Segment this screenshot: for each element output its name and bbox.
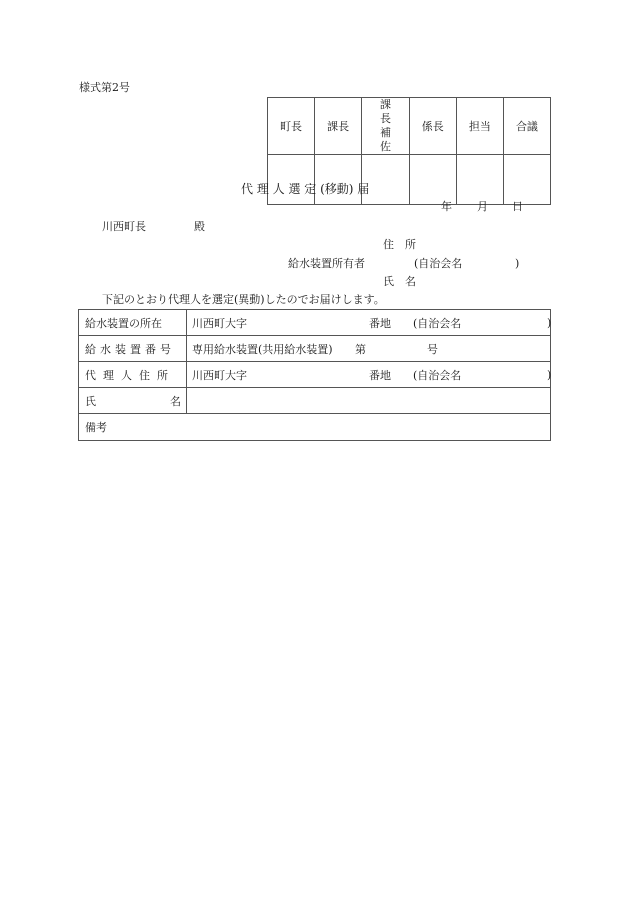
addressee-name: 川西町長 <box>102 220 146 233</box>
table-row-agent-address <box>79 362 551 388</box>
approval-stamp-section-chief[interactable] <box>315 155 362 205</box>
value-device-number[interactable] <box>187 336 551 362</box>
form-number: 様式第2号 <box>79 81 130 94</box>
date-day: 日 <box>512 200 523 213</box>
label-device-number: 給水装置番号 <box>79 336 187 362</box>
addressee-honorific: 殿 <box>194 220 205 233</box>
value-agent-name[interactable] <box>187 388 551 414</box>
town-prefix: 川西町大字 <box>192 368 247 382</box>
remarks-field[interactable] <box>79 414 551 441</box>
approval-header-mayor: 町長 <box>268 98 315 155</box>
approval-header-subsection-chief: 係長 <box>409 98 456 155</box>
table-row-device-location <box>79 310 551 336</box>
banchi-label: 番地 <box>369 316 391 330</box>
association-close: ) <box>547 316 552 329</box>
approval-stamp-subsection-chief[interactable] <box>409 155 456 205</box>
device-type-text: 専用給水装置(共用給水装置) <box>192 342 333 356</box>
number-prefix: 第 <box>355 342 366 356</box>
label-device-location: 給水装置の所在 <box>79 310 187 336</box>
approval-header-staff: 担当 <box>456 98 503 155</box>
approval-header-consultation: 合議 <box>503 98 550 155</box>
date-year: 年 <box>441 200 452 213</box>
approval-stamp-deputy-chief[interactable] <box>362 155 410 205</box>
label-agent-address: 代理人住所 <box>79 362 187 388</box>
approval-stamp-staff[interactable] <box>456 155 503 205</box>
town-prefix: 川西町大字 <box>192 316 247 330</box>
intro-text: 下記のとおり代理人を選定(異動)したのでお届けします。 <box>102 293 385 306</box>
value-device-location[interactable] <box>187 310 551 336</box>
association-label: (自治会名 <box>413 368 462 382</box>
owner-association-label: (自治会名 <box>414 257 463 270</box>
owner-label: 給水装置所有者 <box>288 257 365 270</box>
approval-header-deputy-chief: 課 長 補 佐 <box>362 98 410 155</box>
applicant-address-label: 住 所 <box>383 238 416 251</box>
owner-association-close: ) <box>515 257 520 270</box>
date-month: 月 <box>477 200 488 213</box>
number-suffix: 号 <box>427 342 438 356</box>
table-row-remarks <box>79 414 551 441</box>
applicant-name-label: 氏 名 <box>383 275 416 288</box>
label-remarks: 備考 <box>85 421 107 434</box>
approval-stamp-mayor[interactable] <box>268 155 315 205</box>
value-agent-address[interactable] <box>187 362 551 388</box>
table-row-agent-name <box>79 388 551 414</box>
agent-details-table <box>78 309 551 441</box>
banchi-label: 番地 <box>369 368 391 382</box>
association-label: (自治会名 <box>413 316 462 330</box>
association-close: ) <box>547 368 552 381</box>
label-agent-name: 氏 名 <box>79 388 187 414</box>
document-title: 代 理 人 選 定 (移動) 届 <box>241 182 370 196</box>
table-row-device-number <box>79 336 551 362</box>
approval-stamp-consultation[interactable] <box>503 155 550 205</box>
approval-header-section-chief: 課長 <box>315 98 362 155</box>
